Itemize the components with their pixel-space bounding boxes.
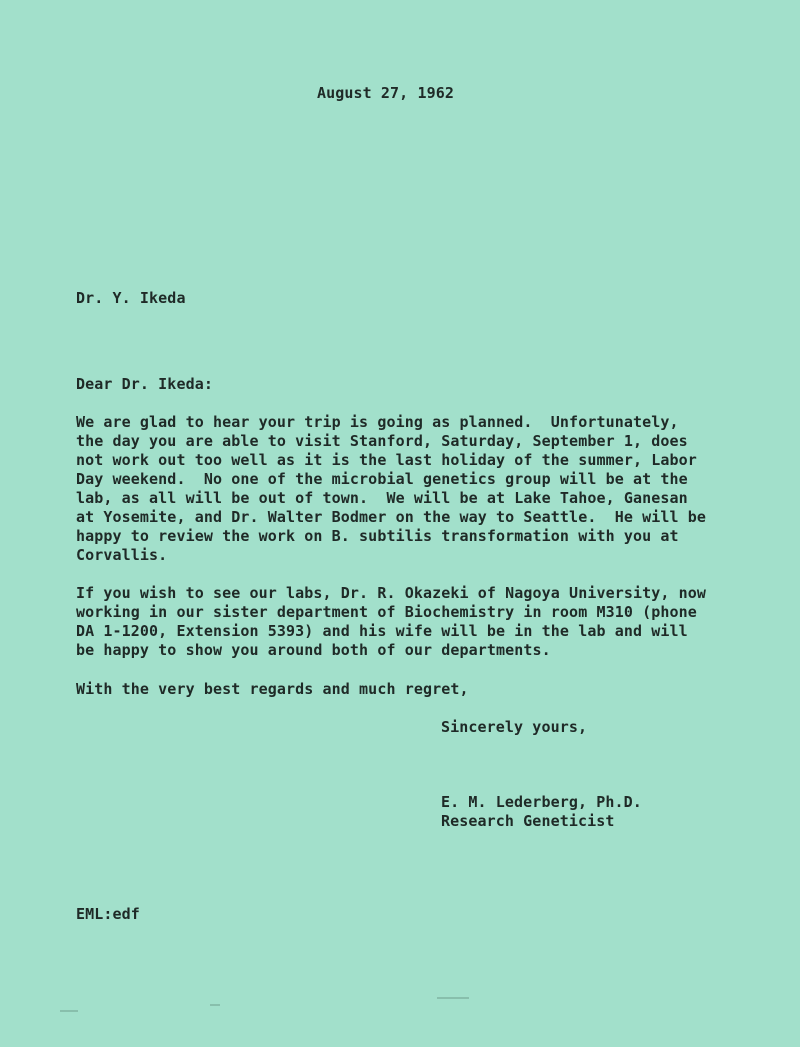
paragraph-line: We are glad to hear your trip is going as planned. Unfortunately, [76, 413, 679, 431]
paragraph-line: working in our sister department of Biochemistry in room M310 (phone [76, 603, 697, 621]
signer-title: Research Geneticist [441, 812, 615, 830]
paper-mark [437, 997, 469, 999]
salutation: Dear Dr. Ikeda: [76, 375, 213, 393]
reference-initials: EML:edf [76, 905, 140, 923]
closing-line: With the very best regards and much regret, [76, 680, 469, 698]
paper-mark [60, 1010, 78, 1012]
signer-name: E. M. Lederberg, Ph.D. [441, 793, 642, 811]
paragraph-line: lab, as all will be out of town. We will be at Lake Tahoe, Ganesan [76, 489, 688, 507]
paragraph-line: DA 1-1200, Extension 5393) and his wife will be in the lab and will [76, 622, 688, 640]
paragraph-line: at Yosemite, and Dr. Walter Bodmer on the way to Seattle. He will be [76, 508, 707, 526]
letter-date: August 27, 1962 [317, 84, 454, 102]
paragraph-line: not work out too well as it is the last holiday of the summer, Labor [76, 451, 697, 469]
recipient-name: Dr. Y. Ikeda [76, 289, 186, 307]
complimentary-close: Sincerely yours, [441, 718, 588, 736]
paragraph-line: If you wish to see our labs, Dr. R. Okazeki of Nagoya University, now [76, 584, 707, 602]
body-paragraph-1 [76, 413, 736, 565]
body-paragraph-2 [76, 584, 736, 660]
paragraph-line: Day weekend. No one of the microbial genetics group will be at the [76, 470, 688, 488]
paragraph-line: be happy to show you around both of our departments. [76, 641, 551, 659]
paper-mark [210, 1004, 220, 1006]
paragraph-line: the day you are able to visit Stanford, Saturday, September 1, does [76, 432, 688, 450]
paragraph-line: Corvallis. [76, 546, 168, 564]
paragraph-line: happy to review the work on B. subtilis transformation with you at [76, 527, 679, 545]
